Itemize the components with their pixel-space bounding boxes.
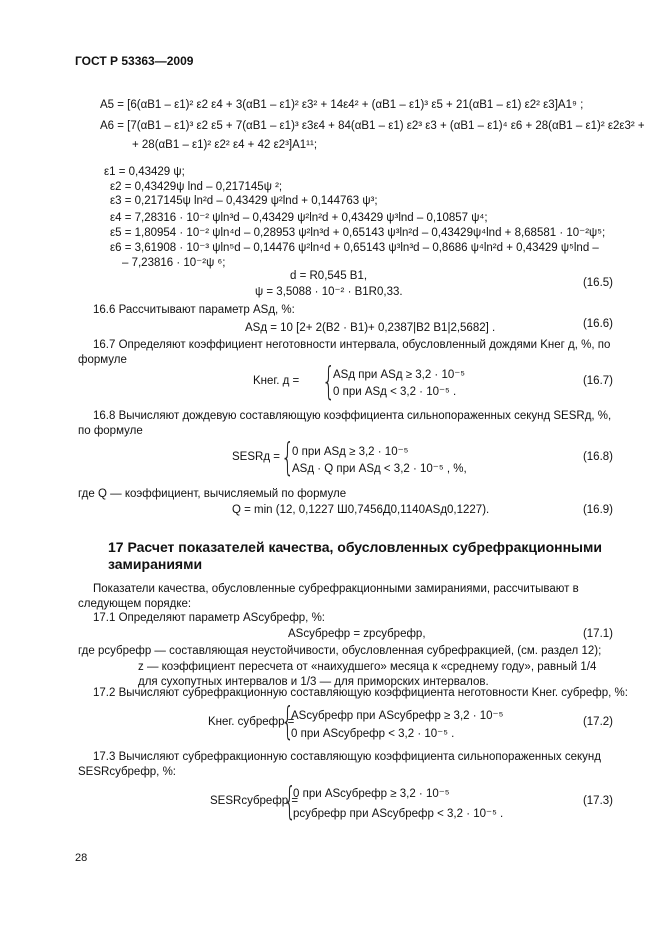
s17-2-row2: 0 при ASсубрефр < 3,2 · 10⁻⁵ . bbox=[291, 728, 455, 740]
eps3: ε3 = 0,217145ψ ln²d – 0,43429 ψ²lnd + 0,144763 ψ³; bbox=[110, 195, 378, 207]
s16-6-number: (16.6) bbox=[582, 318, 613, 330]
s16-8-number: (16.8) bbox=[582, 451, 613, 463]
eps1: ε1 = 0,43429 ψ; bbox=[104, 166, 185, 178]
brace-icon: { bbox=[281, 699, 295, 743]
s16-7-text: 16.7 Определяют коэффициент неготовности интервала, обусловленный дождями Kнег д, %, по формуле bbox=[78, 339, 611, 366]
s16-6-formula: ASд = 10 [2+ 2(B2 · B1)+ 0,2387|B2 B1|2,5682] . bbox=[245, 322, 496, 334]
s17-3-row2: pсубрефр при ASсубрефр < 3,2 · 10⁻⁵ . bbox=[293, 808, 504, 820]
s17-1-number: (17.1) bbox=[582, 628, 613, 640]
s16-8-lhs: SESRд = bbox=[232, 451, 280, 463]
brace-icon: { bbox=[283, 779, 297, 823]
eps4: ε4 = 7,28316 · 10⁻² ψln³d – 0,43429 ψ²ln²d + 0,43429 ψ³lnd – 0,10857 ψ⁴; bbox=[110, 212, 488, 224]
s16-8-row2: ASд · Q при ASд < 3,2 · 10⁻⁵ , %, bbox=[292, 463, 467, 475]
s17-1-formula: ASсубрефр = zpсубрефр, bbox=[288, 628, 426, 640]
eps6-line2: – 7,23816 · 10⁻²ψ ⁶; bbox=[122, 257, 226, 269]
s17-2-number: (17.2) bbox=[582, 716, 613, 728]
eq16-5-line2: ψ = 3,5088 · 10⁻² · B1R0,33. bbox=[255, 286, 403, 298]
q-number: (16.9) bbox=[582, 504, 613, 516]
eq16-5-line1: d = R0,545 B1, bbox=[290, 270, 368, 282]
eps2: ε2 = 0,43429ψ lnd – 0,217145ψ ²; bbox=[110, 181, 283, 193]
eps5: ε5 = 1,80954 · 10⁻² ψln⁴d – 0,28953 ψ²ln³d + 0,65143 ψ³ln²d – 0,43429ψ⁴lnd + 8,68581 · 10⁻²ψ⁵; bbox=[110, 227, 606, 239]
brace-icon: { bbox=[281, 435, 295, 479]
eq16-5-number: (16.5) bbox=[582, 277, 613, 289]
s17-3-text: 17.3 Вычисляют субрефракционную составляющую коэффициента сильнопораженных секунд SESRсубрефр, %: bbox=[78, 751, 601, 778]
section-17-title-line2: замираниями bbox=[108, 556, 203, 572]
s17-2-lhs: Kнег. субрефр = bbox=[208, 716, 295, 728]
page-number: 28 bbox=[75, 852, 88, 864]
s16-7-number: (16.7) bbox=[582, 375, 613, 387]
s17-3-number: (17.3) bbox=[582, 795, 613, 807]
formula-a5: A5 = [6(αB1 – ε1)² ε2 ε4 + 3(αB1 – ε1)² ε3² + 14ε4² + (αB1 – ε1)³ ε5 + 21(αB1 – ε1) ε2² ε3]A1⁹ ; bbox=[100, 99, 584, 111]
s16-6-text: 16.6 Рассчитывают параметр ASд, %: bbox=[93, 304, 295, 316]
q-definition: где Q — коэффициент, вычисляемый по формуле bbox=[78, 488, 347, 500]
s16-7-row1: ASд при ASд ≥ 3,2 · 10⁻⁵ bbox=[333, 369, 466, 381]
eps6-line1: ε6 = 3,61908 · 10⁻³ ψln⁵d – 0,14476 ψ²ln⁴d + 0,65143 ψ³ln³d – 0,8686 ψ⁴ln²d + 0,43429 ψ⁵lnd – bbox=[110, 242, 599, 254]
s16-7-lhs: Kнег. д = bbox=[253, 375, 300, 387]
section-17-title-line1: 17 Расчет показателей качества, обусловленных субрефракционными bbox=[108, 539, 602, 555]
s17-1-text: 17.1 Определяют параметр ASсубрефр, %: bbox=[93, 612, 325, 624]
q-formula: Q = min (12, 0,1227 Ш0,7456Д0,1140ASд0,1227). bbox=[232, 504, 490, 516]
s17-3-row1: 0 при ASсубрефр ≥ 3,2 · 10⁻⁵ bbox=[293, 788, 450, 800]
s16-8-row1: 0 при ASд ≥ 3,2 · 10⁻⁵ bbox=[292, 446, 409, 458]
s17-1-where2: z — коэффициент пересчета от «наихудшего» месяца к «среднему году», равный 1/4 для сухопутных интервалов и 1/3 — для приморских интервалов. bbox=[138, 661, 597, 688]
s16-7-row2: 0 при ASд < 3,2 · 10⁻⁵ . bbox=[333, 386, 457, 398]
s16-8-text: 16.8 Вычисляют дождевую составляющую коэффициента сильнопораженных секунд SESRд, %, по формуле bbox=[78, 410, 612, 437]
brace-icon: { bbox=[322, 359, 336, 403]
s17-2-text: 17.2 Вычисляют субрефракционную составляющую коэффициента неготовности Kнег. субрефр, %: bbox=[93, 687, 628, 699]
s17-1-where1: где pсубрефр — составляющая неустойчивости, обусловленная субрефракцией, (см. раздел 12); bbox=[78, 645, 602, 657]
intro-17: Показатели качества, обусловленные субрефракционными замираниями, рассчитывают в следующем порядке: bbox=[78, 583, 579, 610]
formula-a6-line1: A6 = [7(αB1 – ε1)³ ε2 ε5 + 7(αB1 – ε1)³ ε3ε4 + 84(αB1 – ε1) ε2³ ε3 + (αB1 – ε1)⁴ ε6 + 28(αB1 – ε1)² ε2ε3² + bbox=[100, 120, 645, 132]
formula-a6-line2: + 28(αB1 – ε1)² ε2² ε4 + 42 ε2³]A1¹¹; bbox=[132, 139, 318, 151]
s17-2-row1: ASсубрефр при ASсубрефр ≥ 3,2 · 10⁻⁵ bbox=[291, 710, 504, 722]
s17-3-lhs: SESRсубрефр = bbox=[210, 795, 299, 807]
document-id: ГОСТ Р 53363—2009 bbox=[75, 54, 194, 68]
